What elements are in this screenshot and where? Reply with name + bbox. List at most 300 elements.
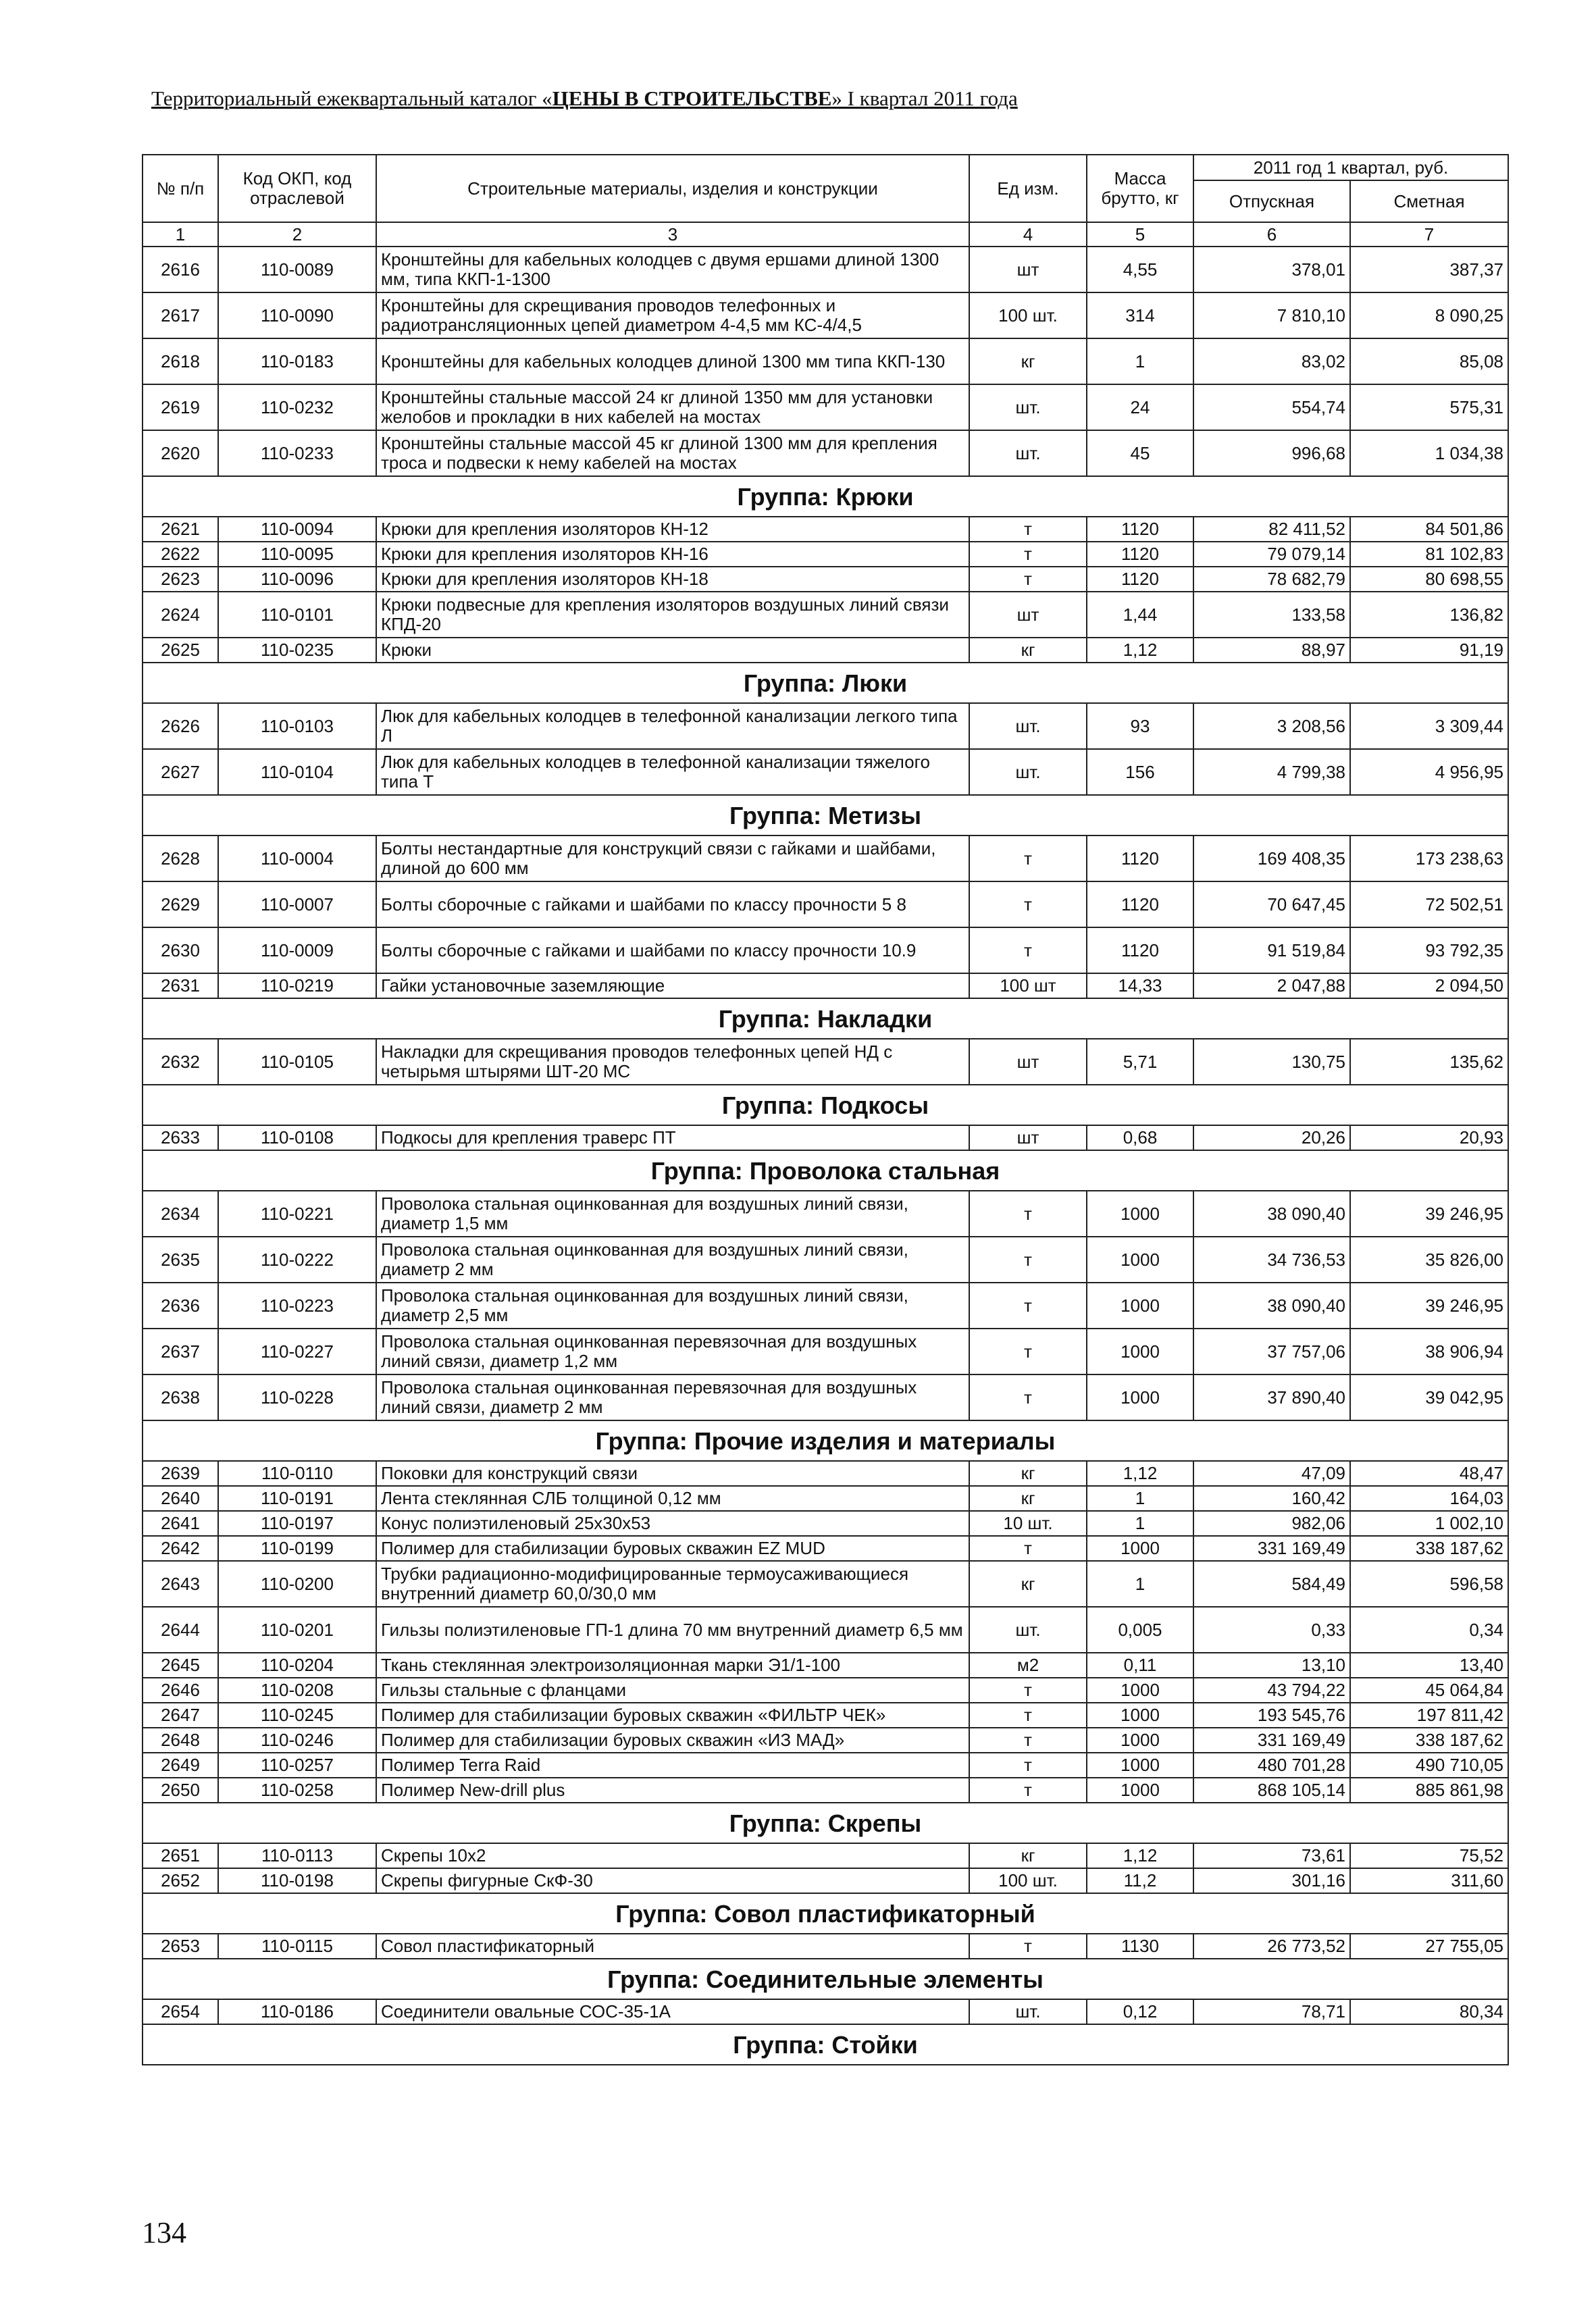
cell-release-price: 2 047,88 (1193, 973, 1350, 998)
cell-release-price: 331 169,49 (1193, 1728, 1350, 1753)
cell-release-price: 7 810,10 (1193, 292, 1350, 338)
cell-mass: 0,12 (1087, 1999, 1193, 2024)
cell-mass: 1 (1087, 1561, 1193, 1607)
cell-estimate-price: 35 826,00 (1350, 1237, 1508, 1283)
cell-release-price: 78,71 (1193, 1999, 1350, 2024)
table-row (143, 973, 1508, 998)
cell-code: 110-0204 (218, 1653, 376, 1678)
table-row (143, 1191, 1508, 1237)
cell-code: 110-0200 (218, 1561, 376, 1607)
cell-unit: т (969, 927, 1087, 973)
cell-name: Крюки (376, 638, 969, 663)
cell-mass: 1000 (1087, 1374, 1193, 1420)
cell-mass: 0,005 (1087, 1607, 1193, 1653)
cell-num: 2640 (143, 1486, 218, 1511)
cell-name: Проволока стальная оцинкованная для воздушных линий связи, диаметр 2 мм (376, 1237, 969, 1283)
table-row (143, 1843, 1508, 1868)
group-title: Группа: Накладки (143, 998, 1508, 1039)
table-row (143, 1678, 1508, 1703)
cell-estimate-price: 0,34 (1350, 1607, 1508, 1653)
cell-release-price: 88,97 (1193, 638, 1350, 663)
cell-estimate-price: 75,52 (1350, 1843, 1508, 1868)
group-header-row (143, 1150, 1508, 1191)
table-row (143, 567, 1508, 592)
cell-estimate-price: 490 710,05 (1350, 1753, 1508, 1778)
cell-code: 110-0227 (218, 1329, 376, 1374)
cell-code: 110-0094 (218, 517, 376, 542)
cell-mass: 314 (1087, 292, 1193, 338)
header-suffix: » I квартал 2011 года (831, 86, 1018, 110)
cell-unit: т (969, 1703, 1087, 1728)
cell-mass: 1,12 (1087, 1461, 1193, 1486)
cell-estimate-price: 135,62 (1350, 1039, 1508, 1085)
cell-release-price: 20,26 (1193, 1125, 1350, 1150)
cell-name: Люк для кабельных колодцев в телефонной канализации легкого типа Л (376, 703, 969, 749)
cell-name: Полимер для стабилизации буровых скважин «ФИЛЬТР ЧЕК» (376, 1703, 969, 1728)
col-header-num: № п/п (143, 155, 218, 222)
cell-estimate-price: 13,40 (1350, 1653, 1508, 1678)
cell-num: 2637 (143, 1329, 218, 1374)
cell-estimate-price: 93 792,35 (1350, 927, 1508, 973)
cell-code: 110-0228 (218, 1374, 376, 1420)
group-header-row (143, 2024, 1508, 2065)
cell-num: 2654 (143, 1999, 218, 2024)
cell-estimate-price: 164,03 (1350, 1486, 1508, 1511)
group-header-row (143, 998, 1508, 1039)
cell-unit: т (969, 881, 1087, 927)
group-title: Группа: Подкосы (143, 1085, 1508, 1125)
cell-mass: 1 (1087, 1511, 1193, 1536)
group-header-row (143, 1803, 1508, 1843)
cell-mass: 1000 (1087, 1753, 1193, 1778)
table-row (143, 1561, 1508, 1607)
cell-release-price: 160,42 (1193, 1486, 1350, 1511)
cell-release-price: 73,61 (1193, 1843, 1350, 1868)
cell-estimate-price: 3 309,44 (1350, 703, 1508, 749)
table-row (143, 384, 1508, 430)
cell-mass: 1120 (1087, 927, 1193, 973)
cell-unit: шт. (969, 703, 1087, 749)
cell-release-price: 193 545,76 (1193, 1703, 1350, 1728)
cell-num: 2628 (143, 835, 218, 881)
cell-name: Болты нестандартные для конструкций связи с гайками и шайбами, длиной до 600 мм (376, 835, 969, 881)
cell-release-price: 996,68 (1193, 430, 1350, 476)
cell-mass: 1000 (1087, 1237, 1193, 1283)
cell-code: 110-0197 (218, 1511, 376, 1536)
col-index: 7 (1350, 222, 1508, 247)
cell-mass: 93 (1087, 703, 1193, 749)
table-row (143, 1703, 1508, 1728)
cell-code: 110-0110 (218, 1461, 376, 1486)
cell-estimate-price: 39 042,95 (1350, 1374, 1508, 1420)
table-row (143, 1753, 1508, 1778)
cell-code: 110-0104 (218, 749, 376, 795)
cell-unit: шт. (969, 1607, 1087, 1653)
cell-mass: 1120 (1087, 567, 1193, 592)
cell-code: 110-0246 (218, 1728, 376, 1753)
cell-estimate-price: 338 187,62 (1350, 1536, 1508, 1561)
table-row (143, 292, 1508, 338)
cell-unit: 100 шт. (969, 292, 1087, 338)
cell-release-price: 331 169,49 (1193, 1536, 1350, 1561)
cell-estimate-price: 80,34 (1350, 1999, 1508, 2024)
cell-name: Крюки для крепления изоляторов КН-16 (376, 542, 969, 567)
cell-unit: т (969, 542, 1087, 567)
cell-mass: 24 (1087, 384, 1193, 430)
cell-num: 2623 (143, 567, 218, 592)
cell-code: 110-0222 (218, 1237, 376, 1283)
cell-name: Конус полиэтиленовый 25х30х53 (376, 1511, 969, 1536)
col-header-period: 2011 год 1 квартал, руб. (1193, 155, 1508, 180)
cell-release-price: 26 773,52 (1193, 1934, 1350, 1959)
cell-release-price: 37 890,40 (1193, 1374, 1350, 1420)
cell-num: 2652 (143, 1868, 218, 1893)
cell-code: 110-0007 (218, 881, 376, 927)
cell-release-price: 3 208,56 (1193, 703, 1350, 749)
cell-name: Соединители овальные СОС-35-1А (376, 1999, 969, 2024)
cell-estimate-price: 39 246,95 (1350, 1283, 1508, 1329)
cell-estimate-price: 885 861,98 (1350, 1778, 1508, 1803)
table-row (143, 835, 1508, 881)
col-index: 5 (1087, 222, 1193, 247)
table-row (143, 1237, 1508, 1283)
table-row (143, 1329, 1508, 1374)
table-row (143, 1283, 1508, 1329)
cell-mass: 1000 (1087, 1778, 1193, 1803)
cell-name: Кронштейны стальные массой 45 кг длиной 1300 мм для крепления троса и подвески к нему кабелей на мостах (376, 430, 969, 476)
cell-code: 110-0257 (218, 1753, 376, 1778)
cell-num: 2642 (143, 1536, 218, 1561)
col-index: 3 (376, 222, 969, 247)
cell-name: Совол пластификаторный (376, 1934, 969, 1959)
cell-name: Кронштейны для кабельных колодцев длиной 1300 мм типа ККП-130 (376, 338, 969, 384)
cell-name: Скрепы 10х2 (376, 1843, 969, 1868)
cell-mass: 1130 (1087, 1934, 1193, 1959)
cell-name: Кронштейны для кабельных колодцев с двумя ершами длиной 1300 мм, типа ККП-1-1300 (376, 247, 969, 292)
cell-name: Гильзы стальные с фланцами (376, 1678, 969, 1703)
cell-name: Проволока стальная оцинкованная перевязочная для воздушных линий связи, диаметр 2 мм (376, 1374, 969, 1420)
cell-estimate-price: 311,60 (1350, 1868, 1508, 1893)
col-header-unit: Ед изм. (969, 155, 1087, 222)
cell-mass: 4,55 (1087, 247, 1193, 292)
table-row (143, 749, 1508, 795)
table-row (143, 1934, 1508, 1959)
cell-num: 2647 (143, 1703, 218, 1728)
cell-unit: т (969, 1329, 1087, 1374)
cell-num: 2644 (143, 1607, 218, 1653)
cell-name: Болты сборочные с гайками и шайбами по классу прочности 10.9 (376, 927, 969, 973)
cell-mass: 1000 (1087, 1703, 1193, 1728)
table-row (143, 542, 1508, 567)
cell-unit: т (969, 1778, 1087, 1803)
cell-mass: 1 (1087, 1486, 1193, 1511)
cell-code: 110-0233 (218, 430, 376, 476)
group-title: Группа: Крюки (143, 476, 1508, 517)
group-header-row (143, 476, 1508, 517)
cell-code: 110-0095 (218, 542, 376, 567)
cell-num: 2622 (143, 542, 218, 567)
table-row (143, 1999, 1508, 2024)
cell-num: 2627 (143, 749, 218, 795)
cell-mass: 1,44 (1087, 592, 1193, 638)
cell-num: 2653 (143, 1934, 218, 1959)
cell-release-price: 34 736,53 (1193, 1237, 1350, 1283)
cell-name: Гайки установочные заземляющие (376, 973, 969, 998)
table-row (143, 1868, 1508, 1893)
cell-mass: 1000 (1087, 1191, 1193, 1237)
col-header-mass: Масса брутто, кг (1087, 155, 1193, 222)
cell-mass: 1000 (1087, 1678, 1193, 1703)
table-row (143, 1653, 1508, 1678)
catalog-body (143, 247, 1508, 2065)
cell-code: 110-0004 (218, 835, 376, 881)
cell-estimate-price: 596,58 (1350, 1561, 1508, 1607)
table-row (143, 927, 1508, 973)
table-row (143, 1728, 1508, 1753)
catalog-header (151, 86, 1435, 111)
cell-unit: кг (969, 1486, 1087, 1511)
cell-name: Поковки для конструкций связи (376, 1461, 969, 1486)
cell-unit: 100 шт (969, 973, 1087, 998)
table-row (143, 1374, 1508, 1420)
group-header-row (143, 663, 1508, 703)
cell-unit: кг (969, 1461, 1087, 1486)
table-row (143, 881, 1508, 927)
cell-mass: 1 (1087, 338, 1193, 384)
table-row (143, 1039, 1508, 1085)
group-title: Группа: Прочие изделия и материалы (143, 1420, 1508, 1461)
cell-estimate-price: 38 906,94 (1350, 1329, 1508, 1374)
table-row (143, 517, 1508, 542)
cell-num: 2641 (143, 1511, 218, 1536)
cell-code: 110-0221 (218, 1191, 376, 1237)
cell-release-price: 37 757,06 (1193, 1329, 1350, 1374)
cell-release-price: 169 408,35 (1193, 835, 1350, 881)
cell-mass: 1120 (1087, 881, 1193, 927)
table-row (143, 1778, 1508, 1803)
cell-name: Накладки для скрещивания проводов телефонных цепей НД с четырьмя штырями ШТ-20 МС (376, 1039, 969, 1085)
cell-code: 110-0208 (218, 1678, 376, 1703)
col-index: 2 (218, 222, 376, 247)
page-number: 134 (142, 2216, 186, 2249)
cell-unit: 100 шт. (969, 1868, 1087, 1893)
group-title: Группа: Стойки (143, 2024, 1508, 2065)
cell-estimate-price: 1 034,38 (1350, 430, 1508, 476)
table-row (143, 1511, 1508, 1536)
cell-estimate-price: 2 094,50 (1350, 973, 1508, 998)
cell-estimate-price: 338 187,62 (1350, 1728, 1508, 1753)
col-header-release: Отпускная (1193, 180, 1350, 222)
cell-mass: 1000 (1087, 1728, 1193, 1753)
cell-code: 110-0108 (218, 1125, 376, 1150)
col-index: 4 (969, 222, 1087, 247)
cell-estimate-price: 173 238,63 (1350, 835, 1508, 881)
table-row (143, 430, 1508, 476)
cell-name: Гильзы полиэтиленовые ГП-1 длина 70 мм внутренний диаметр 6,5 мм (376, 1607, 969, 1653)
cell-num: 2643 (143, 1561, 218, 1607)
cell-estimate-price: 4 956,95 (1350, 749, 1508, 795)
table-row (143, 247, 1508, 292)
cell-num: 2633 (143, 1125, 218, 1150)
cell-unit: т (969, 1191, 1087, 1237)
cell-unit: кг (969, 638, 1087, 663)
group-header-row (143, 795, 1508, 835)
group-title: Группа: Соединительные элементы (143, 1959, 1508, 1999)
cell-release-price: 13,10 (1193, 1653, 1350, 1678)
cell-code: 110-0113 (218, 1843, 376, 1868)
group-title: Группа: Метизы (143, 795, 1508, 835)
cell-unit: шт. (969, 1999, 1087, 2024)
cell-release-price: 91 519,84 (1193, 927, 1350, 973)
cell-estimate-price: 80 698,55 (1350, 567, 1508, 592)
cell-num: 2651 (143, 1843, 218, 1868)
cell-mass: 14,33 (1087, 973, 1193, 998)
cell-num: 2636 (143, 1283, 218, 1329)
cell-release-price: 982,06 (1193, 1511, 1350, 1536)
cell-release-price: 43 794,22 (1193, 1678, 1350, 1703)
cell-name: Скрепы фигурные СкФ-30 (376, 1868, 969, 1893)
cell-num: 2624 (143, 592, 218, 638)
cell-mass: 5,71 (1087, 1039, 1193, 1085)
cell-name: Ткань стеклянная электроизоляционная марки Э1/1-100 (376, 1653, 969, 1678)
cell-num: 2635 (143, 1237, 218, 1283)
cell-name: Кронштейны для скрещивания проводов телефонных и радиотрансляционных цепей диаметром 4-4,5 мм КС-4/4,5 (376, 292, 969, 338)
header-bold: ЦЕНЫ В СТРОИТЕЛЬСТВЕ (552, 86, 832, 110)
cell-release-price: 0,33 (1193, 1607, 1350, 1653)
cell-name: Трубки радиационно-модифицированные термоусаживающиеся внутренний диаметр 60,0/30,0 мм (376, 1561, 969, 1607)
cell-code: 110-0258 (218, 1778, 376, 1803)
cell-num: 2625 (143, 638, 218, 663)
table-row (143, 1536, 1508, 1561)
cell-release-price: 301,16 (1193, 1868, 1350, 1893)
cell-release-price: 868 105,14 (1193, 1778, 1350, 1803)
cell-release-price: 378,01 (1193, 247, 1350, 292)
cell-release-price: 38 090,40 (1193, 1191, 1350, 1237)
cell-code: 110-0223 (218, 1283, 376, 1329)
cell-unit: кг (969, 1561, 1087, 1607)
cell-estimate-price: 197 811,42 (1350, 1703, 1508, 1728)
cell-estimate-price: 84 501,86 (1350, 517, 1508, 542)
cell-unit: т (969, 1283, 1087, 1329)
cell-name: Проволока стальная оцинкованная перевязочная для воздушных линий связи, диаметр 1,2 мм (376, 1329, 969, 1374)
cell-code: 110-0183 (218, 338, 376, 384)
cell-mass: 45 (1087, 430, 1193, 476)
cell-code: 110-0103 (218, 703, 376, 749)
cell-unit: шт (969, 247, 1087, 292)
cell-unit: т (969, 1728, 1087, 1753)
table-row (143, 592, 1508, 638)
cell-unit: т (969, 1678, 1087, 1703)
cell-code: 110-0186 (218, 1999, 376, 2024)
cell-num: 2638 (143, 1374, 218, 1420)
cell-estimate-price: 1 002,10 (1350, 1511, 1508, 1536)
cell-mass: 1120 (1087, 835, 1193, 881)
cell-name: Полимер Terra Raid (376, 1753, 969, 1778)
cell-code: 110-0089 (218, 247, 376, 292)
cell-estimate-price: 27 755,05 (1350, 1934, 1508, 1959)
cell-name: Проволока стальная оцинкованная для воздушных линий связи, диаметр 1,5 мм (376, 1191, 969, 1237)
cell-release-price: 133,58 (1193, 592, 1350, 638)
cell-unit: шт (969, 1125, 1087, 1150)
cell-release-price: 38 090,40 (1193, 1283, 1350, 1329)
cell-unit: т (969, 1753, 1087, 1778)
cell-release-price: 78 682,79 (1193, 567, 1350, 592)
cell-num: 2648 (143, 1728, 218, 1753)
cell-mass: 0,68 (1087, 1125, 1193, 1150)
cell-estimate-price: 48,47 (1350, 1461, 1508, 1486)
cell-name: Подкосы для крепления траверс ПТ (376, 1125, 969, 1150)
cell-mass: 11,2 (1087, 1868, 1193, 1893)
cell-name: Крюки для крепления изоляторов КН-18 (376, 567, 969, 592)
cell-code: 110-0115 (218, 1934, 376, 1959)
price-catalog-table (142, 154, 1509, 2065)
group-title: Группа: Люки (143, 663, 1508, 703)
cell-estimate-price: 387,37 (1350, 247, 1508, 292)
cell-unit: шт (969, 1039, 1087, 1085)
cell-code: 110-0199 (218, 1536, 376, 1561)
cell-unit: т (969, 1374, 1087, 1420)
table-row (143, 1461, 1508, 1486)
cell-estimate-price: 85,08 (1350, 338, 1508, 384)
cell-unit: шт. (969, 430, 1087, 476)
cell-code: 110-0191 (218, 1486, 376, 1511)
cell-unit: шт. (969, 749, 1087, 795)
cell-num: 2632 (143, 1039, 218, 1085)
cell-release-price: 4 799,38 (1193, 749, 1350, 795)
cell-code: 110-0096 (218, 567, 376, 592)
col-index: 1 (143, 222, 218, 247)
cell-release-price: 83,02 (1193, 338, 1350, 384)
cell-unit: кг (969, 1843, 1087, 1868)
cell-num: 2649 (143, 1753, 218, 1778)
cell-mass: 156 (1087, 749, 1193, 795)
cell-mass: 1000 (1087, 1329, 1193, 1374)
group-title: Группа: Скрепы (143, 1803, 1508, 1843)
cell-estimate-price: 81 102,83 (1350, 542, 1508, 567)
cell-estimate-price: 72 502,51 (1350, 881, 1508, 927)
cell-code: 110-0245 (218, 1703, 376, 1728)
cell-estimate-price: 8 090,25 (1350, 292, 1508, 338)
cell-unit: м2 (969, 1653, 1087, 1678)
cell-num: 2629 (143, 881, 218, 927)
cell-unit: шт. (969, 384, 1087, 430)
cell-name: Крюки для крепления изоляторов КН-12 (376, 517, 969, 542)
cell-mass: 1000 (1087, 1536, 1193, 1561)
cell-release-price: 480 701,28 (1193, 1753, 1350, 1778)
cell-num: 2646 (143, 1678, 218, 1703)
cell-name: Люк для кабельных колодцев в телефонной канализации тяжелого типа Т (376, 749, 969, 795)
col-header-estimate: Сметная (1350, 180, 1508, 222)
table-row (143, 703, 1508, 749)
cell-num: 2630 (143, 927, 218, 973)
group-header-row (143, 1085, 1508, 1125)
cell-estimate-price: 136,82 (1350, 592, 1508, 638)
cell-release-price: 130,75 (1193, 1039, 1350, 1085)
group-title: Группа: Совол пластификаторный (143, 1893, 1508, 1934)
cell-mass: 1,12 (1087, 638, 1193, 663)
cell-num: 2621 (143, 517, 218, 542)
col-index: 6 (1193, 222, 1350, 247)
cell-release-price: 79 079,14 (1193, 542, 1350, 567)
cell-unit: т (969, 517, 1087, 542)
cell-code: 110-0090 (218, 292, 376, 338)
cell-release-price: 584,49 (1193, 1561, 1350, 1607)
cell-name: Полимер для стабилизации буровых скважин «ИЗ МАД» (376, 1728, 969, 1753)
cell-name: Болты сборочные с гайками и шайбами по классу прочности 5 8 (376, 881, 969, 927)
cell-unit: т (969, 567, 1087, 592)
cell-unit: кг (969, 338, 1087, 384)
cell-estimate-price: 20,93 (1350, 1125, 1508, 1150)
